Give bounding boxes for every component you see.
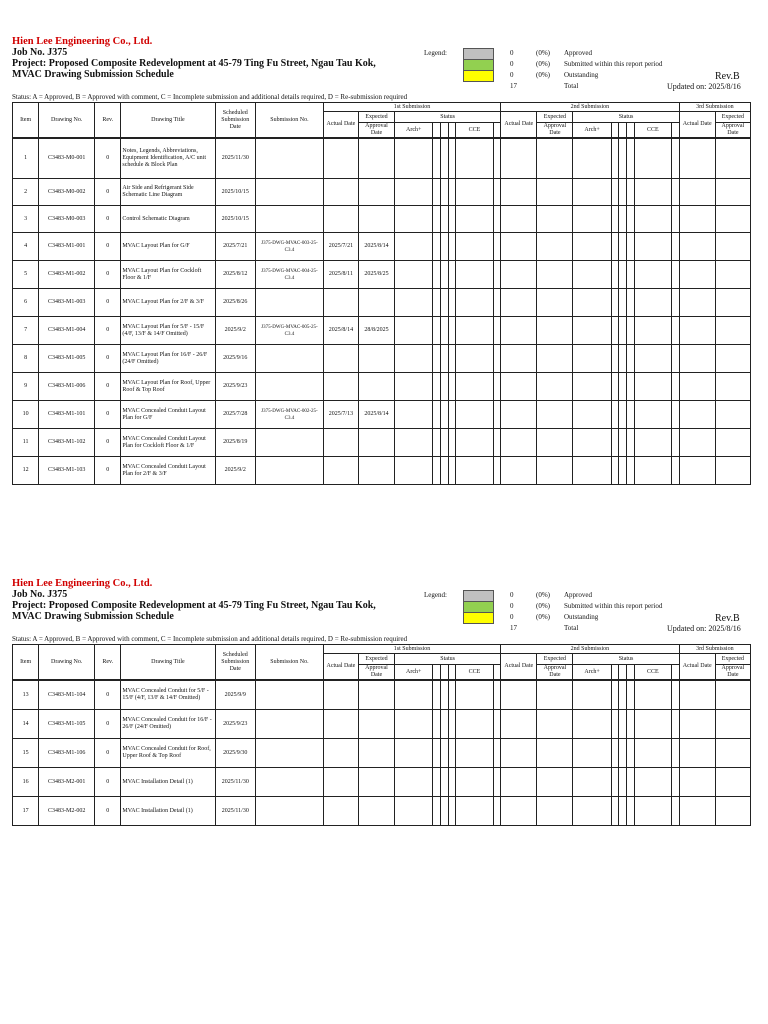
rev-cell: 0 (95, 373, 121, 401)
approval-date-cell (358, 373, 394, 401)
approval-date-cell (358, 739, 394, 768)
scheduled-date-cell: 2025/9/9 (215, 681, 256, 710)
rev-cell: 0 (95, 206, 121, 233)
col-arch: Arch+ (395, 665, 433, 680)
col-title: Drawing Title (121, 103, 215, 138)
col-submission-no: Submission No. (256, 645, 324, 680)
scheduled-date-cell: 2025/7/21 (215, 233, 256, 261)
col-title: Drawing Title (121, 645, 215, 680)
item-cell: 17 (13, 797, 39, 826)
actual-date-cell (323, 797, 358, 826)
item-cell: 16 (13, 768, 39, 797)
col-expected: Expected (358, 654, 394, 665)
approval-date-cell (358, 206, 394, 233)
col-submission-no: Submission No. (256, 103, 324, 138)
actual-date-cell (323, 457, 358, 485)
col-drawing-no: Drawing No. (39, 103, 95, 138)
col-expected: Expected (358, 112, 394, 123)
col-arch: Arch+ (395, 123, 433, 138)
submission-no-cell (256, 797, 324, 826)
legend-description: Outstanding (564, 71, 599, 79)
rev-cell: 0 (95, 710, 121, 739)
actual-date-cell (323, 429, 358, 457)
drawing-no-cell: C3483-M0-003 (39, 206, 95, 233)
col-approval-date: Approval Date (715, 123, 750, 138)
item-cell: 7 (13, 317, 39, 345)
table-row (13, 373, 751, 401)
legend-count: 0 (510, 71, 514, 79)
drawing-title-cell: MVAC Layout Plan for 16/F - 26/F (24/F Omitted) (121, 345, 215, 373)
submission-no-cell (256, 139, 324, 179)
col-approval-date: Approval Date (358, 123, 394, 138)
rev-cell: 0 (95, 139, 121, 179)
drawing-no-cell: C3483-M1-005 (39, 345, 95, 373)
item-cell: 9 (13, 373, 39, 401)
item-cell: 5 (13, 261, 39, 289)
rev-cell: 0 (95, 797, 121, 826)
submission-table (12, 644, 751, 826)
col-item: Item (13, 645, 39, 680)
table-row (13, 710, 751, 739)
rev-cell: 0 (95, 681, 121, 710)
drawing-title-cell: MVAC Installation Detail (1) (121, 797, 215, 826)
approval-date-cell (358, 768, 394, 797)
col-1st-submission: 1st Submission (323, 645, 500, 654)
submission-no-cell: J375-DWG-MVAC-003-25-C3.4 (256, 233, 324, 261)
actual-date-cell (323, 768, 358, 797)
legend-description: Submitted within this report period (564, 602, 663, 610)
schedule-page (12, 578, 752, 814)
drawing-no-cell: C3483-M1-003 (39, 289, 95, 317)
submission-no-cell (256, 373, 324, 401)
col-cce: CCE (634, 665, 671, 680)
drawing-title-cell: MVAC Concealed Conduit for 16/F - 26/F (24/F Omitted) (121, 710, 215, 739)
actual-date-cell (323, 179, 358, 206)
drawing-title-cell: MVAC Layout Plan for Cockloft Floor & 1/F (121, 261, 215, 289)
scheduled-date-cell: 2025/9/2 (215, 317, 256, 345)
revision-label: Rev.B (715, 613, 740, 624)
col-item: Item (13, 103, 39, 138)
col-cce: CCE (456, 123, 493, 138)
drawing-no-cell: C3483-M1-004 (39, 317, 95, 345)
legend-label: Legend: (424, 591, 447, 599)
item-cell: 4 (13, 233, 39, 261)
submission-no-cell (256, 739, 324, 768)
drawing-no-cell: C3483-M1-101 (39, 401, 95, 429)
table-row (13, 681, 751, 710)
col-approval-date: Approval Date (537, 123, 573, 138)
col-scheduled: Scheduled Submission Date (215, 645, 256, 680)
legend-count: 0 (510, 591, 514, 599)
col-2nd-submission: 2nd Submission (501, 103, 679, 112)
col-drawing-no: Drawing No. (39, 645, 95, 680)
submission-no-cell (256, 681, 324, 710)
drawing-no-cell: C3483-M1-001 (39, 233, 95, 261)
submission-no-cell (256, 710, 324, 739)
approval-date-cell (358, 457, 394, 485)
col-arch: Arch+ (573, 123, 611, 138)
col-actual-date: Actual Date (501, 654, 537, 680)
submission-no-cell: J375-DWG-MVAC-004-25-C3.4 (256, 261, 324, 289)
drawing-title-cell: MVAC Concealed Conduit for 5/F - 15/F (4/F, 13/F & 14/F Omitted) (121, 681, 215, 710)
legend-count: 0 (510, 602, 514, 610)
status-note: Status: A = Approved, B = Approved with comment, C = Incomplete submission and additional details required, D = Re-submission required (12, 635, 408, 643)
legend-label: Legend: (424, 49, 447, 57)
drawing-title-cell: MVAC Layout Plan for G/F (121, 233, 215, 261)
legend-description: Outstanding (564, 613, 599, 621)
col-expected: Expected (537, 654, 573, 665)
col-actual-date: Actual Date (323, 654, 358, 680)
approval-date-cell (358, 139, 394, 179)
scheduled-date-cell: 2025/10/15 (215, 206, 256, 233)
drawing-title-cell: MVAC Concealed Conduit Layout Plan for 2/F & 3/F (121, 457, 215, 485)
col-expected: Expected (715, 654, 750, 665)
table-row (13, 139, 751, 179)
legend-swatch (463, 612, 494, 624)
drawing-title-cell: MVAC Layout Plan for 2/F & 3/F (121, 289, 215, 317)
submission-no-cell (256, 345, 324, 373)
actual-date-cell (323, 289, 358, 317)
scheduled-date-cell: 2025/8/26 (215, 289, 256, 317)
drawing-no-cell: C3483-M1-006 (39, 373, 95, 401)
drawing-title-cell: Notes, Legends, Abbreviations, Equipment Identification, A/C unit schedule & Block Plan (121, 139, 215, 179)
drawing-title-cell: Air Side and Refrigerant Side Schematic Line Diagram (121, 179, 215, 206)
rev-cell: 0 (95, 317, 121, 345)
col-1st-submission: 1st Submission (323, 103, 500, 112)
legend-percent: (0%) (536, 602, 550, 610)
actual-date-cell (323, 373, 358, 401)
col-3rd-submission: 3rd Submission (679, 645, 750, 654)
col-approval-date: Approval Date (715, 665, 750, 680)
col-status: Status (395, 654, 501, 665)
col-expected: Expected (537, 112, 573, 123)
item-cell: 12 (13, 457, 39, 485)
col-actual-date: Actual Date (679, 654, 715, 680)
actual-date-cell (323, 206, 358, 233)
table-row (13, 206, 751, 233)
approval-date-cell (358, 179, 394, 206)
col-approval-date: Approval Date (358, 665, 394, 680)
col-rev: Rev. (95, 103, 121, 138)
table-row (13, 739, 751, 768)
table-row (13, 179, 751, 206)
col-scheduled: Scheduled Submission Date (215, 103, 256, 138)
item-cell: 6 (13, 289, 39, 317)
approval-date-cell (358, 710, 394, 739)
drawing-title-cell: MVAC Concealed Conduit Layout Plan for G/F (121, 401, 215, 429)
drawing-no-cell: C3483-M1-104 (39, 681, 95, 710)
col-status: Status (395, 112, 501, 123)
job-number: Job No. J375 (12, 47, 68, 58)
rev-cell: 0 (95, 739, 121, 768)
rev-cell: 0 (95, 457, 121, 485)
table-row (13, 768, 751, 797)
approval-date-cell: 28/8/2025 (358, 317, 394, 345)
col-2nd-submission: 2nd Submission (501, 645, 679, 654)
submission-no-cell (256, 179, 324, 206)
item-cell: 3 (13, 206, 39, 233)
legend-percent: (0%) (536, 71, 550, 79)
legend-percent: (0%) (536, 60, 550, 68)
scheduled-date-cell: 2025/9/30 (215, 739, 256, 768)
approval-date-cell (358, 429, 394, 457)
drawing-title-cell: MVAC Layout Plan for 5/F - 15/F (4/F, 13/F & 14/F Omitted) (121, 317, 215, 345)
item-cell: 13 (13, 681, 39, 710)
table-row (13, 457, 751, 485)
approval-date-cell (358, 681, 394, 710)
item-cell: 10 (13, 401, 39, 429)
col-status: Status (573, 112, 679, 123)
item-cell: 2 (13, 179, 39, 206)
submission-table (12, 102, 751, 485)
scheduled-date-cell: 2025/7/28 (215, 401, 256, 429)
legend-count: 0 (510, 613, 514, 621)
item-cell: 8 (13, 345, 39, 373)
rev-cell: 0 (95, 345, 121, 373)
project-title: Project: Proposed Composite Redevelopment at 45-79 Ting Fu Street, Ngau Tau Kok, (12, 600, 376, 611)
rev-cell: 0 (95, 768, 121, 797)
scheduled-date-cell: 2025/8/19 (215, 429, 256, 457)
rev-cell: 0 (95, 401, 121, 429)
legend-description: Total (564, 82, 579, 90)
col-status: Status (573, 654, 679, 665)
col-rev: Rev. (95, 645, 121, 680)
drawing-no-cell: C3483-M1-103 (39, 457, 95, 485)
rev-cell: 0 (95, 261, 121, 289)
col-expected: Expected (715, 112, 750, 123)
drawing-title-cell: MVAC Concealed Conduit for Roof, Upper Roof & Top Roof (121, 739, 215, 768)
submission-no-cell (256, 457, 324, 485)
schedule-title: MVAC Drawing Submission Schedule (12, 69, 174, 80)
legend-swatch (463, 70, 494, 82)
item-cell: 1 (13, 139, 39, 179)
legend-count: 0 (510, 60, 514, 68)
col-arch: Arch+ (573, 665, 611, 680)
legend-description: Approved (564, 591, 592, 599)
approval-date-cell: 2025/8/14 (358, 401, 394, 429)
table-row (13, 317, 751, 345)
updated-on: Updated on: 2025/8/16 (667, 624, 741, 633)
actual-date-cell: 2025/8/14 (323, 317, 358, 345)
project-title: Project: Proposed Composite Redevelopment at 45-79 Ting Fu Street, Ngau Tau Kok, (12, 58, 376, 69)
scheduled-date-cell: 2025/9/23 (215, 710, 256, 739)
legend-description: Submitted within this report period (564, 60, 663, 68)
legend-description: Total (564, 624, 579, 632)
col-actual-date: Actual Date (679, 112, 715, 138)
legend-percent: (0%) (536, 591, 550, 599)
drawing-no-cell: C3483-M0-002 (39, 179, 95, 206)
table-row (13, 401, 751, 429)
company-name: Hien Lee Engineering Co., Ltd. (12, 578, 153, 589)
table-row (13, 345, 751, 373)
actual-date-cell (323, 345, 358, 373)
col-actual-date: Actual Date (501, 112, 537, 138)
actual-date-cell (323, 710, 358, 739)
drawing-no-cell: C3483-M2-002 (39, 797, 95, 826)
scheduled-date-cell: 2025/8/12 (215, 261, 256, 289)
actual-date-cell: 2025/8/11 (323, 261, 358, 289)
scheduled-date-cell: 2025/9/2 (215, 457, 256, 485)
item-cell: 14 (13, 710, 39, 739)
drawing-no-cell: C3483-M1-106 (39, 739, 95, 768)
job-number: Job No. J375 (12, 589, 68, 600)
scheduled-date-cell: 2025/11/30 (215, 768, 256, 797)
actual-date-cell (323, 739, 358, 768)
submission-no-cell (256, 429, 324, 457)
table-row (13, 429, 751, 457)
table-row (13, 261, 751, 289)
col-actual-date: Actual Date (323, 112, 358, 138)
col-3rd-submission: 3rd Submission (679, 103, 750, 112)
drawing-no-cell: C3483-M1-002 (39, 261, 95, 289)
approval-date-cell (358, 289, 394, 317)
drawing-title-cell: MVAC Concealed Conduit Layout Plan for Cockloft Floor & 1/F (121, 429, 215, 457)
rev-cell: 0 (95, 233, 121, 261)
schedule-page (12, 36, 752, 477)
legend-percent: (0%) (536, 613, 550, 621)
scheduled-date-cell: 2025/10/15 (215, 179, 256, 206)
schedule-title: MVAC Drawing Submission Schedule (12, 611, 174, 622)
legend-percent: (0%) (536, 49, 550, 57)
scheduled-date-cell: 2025/11/30 (215, 139, 256, 179)
legend-description: Approved (564, 49, 592, 57)
company-name: Hien Lee Engineering Co., Ltd. (12, 36, 153, 47)
drawing-no-cell: C3483-M2-001 (39, 768, 95, 797)
scheduled-date-cell: 2025/9/16 (215, 345, 256, 373)
submission-no-cell (256, 768, 324, 797)
drawing-title-cell: MVAC Layout Plan for Roof, Upper Roof & Top Roof (121, 373, 215, 401)
drawing-no-cell: C3483-M1-105 (39, 710, 95, 739)
updated-on: Updated on: 2025/8/16 (667, 82, 741, 91)
actual-date-cell: 2025/7/13 (323, 401, 358, 429)
actual-date-cell: 2025/7/21 (323, 233, 358, 261)
approval-date-cell (358, 797, 394, 826)
drawing-no-cell: C3483-M1-102 (39, 429, 95, 457)
actual-date-cell (323, 139, 358, 179)
scheduled-date-cell: 2025/9/23 (215, 373, 256, 401)
drawing-title-cell: Control Schematic Diagram (121, 206, 215, 233)
rev-cell: 0 (95, 179, 121, 206)
submission-no-cell: J375-DWG-MVAC-002-25-C3.4 (256, 401, 324, 429)
table-row (13, 289, 751, 317)
rev-cell: 0 (95, 429, 121, 457)
revision-label: Rev.B (715, 71, 740, 82)
approval-date-cell: 2025/8/14 (358, 233, 394, 261)
submission-no-cell (256, 289, 324, 317)
status-note: Status: A = Approved, B = Approved with comment, C = Incomplete submission and additional details required, D = Re-submission required (12, 93, 408, 101)
legend-count: 17 (510, 82, 517, 90)
table-row (13, 233, 751, 261)
col-approval-date: Approval Date (537, 665, 573, 680)
approval-date-cell (358, 345, 394, 373)
approval-date-cell: 2025/8/25 (358, 261, 394, 289)
scheduled-date-cell: 2025/11/30 (215, 797, 256, 826)
item-cell: 15 (13, 739, 39, 768)
legend-count: 17 (510, 624, 517, 632)
drawing-no-cell: C3483-M0-001 (39, 139, 95, 179)
table-row (13, 797, 751, 826)
submission-no-cell: J375-DWG-MVAC-005-25-C3.4 (256, 317, 324, 345)
item-cell: 11 (13, 429, 39, 457)
col-cce: CCE (634, 123, 671, 138)
submission-no-cell (256, 206, 324, 233)
actual-date-cell (323, 681, 358, 710)
drawing-title-cell: MVAC Installation Detail (1) (121, 768, 215, 797)
col-cce: CCE (456, 665, 493, 680)
rev-cell: 0 (95, 289, 121, 317)
legend-count: 0 (510, 49, 514, 57)
